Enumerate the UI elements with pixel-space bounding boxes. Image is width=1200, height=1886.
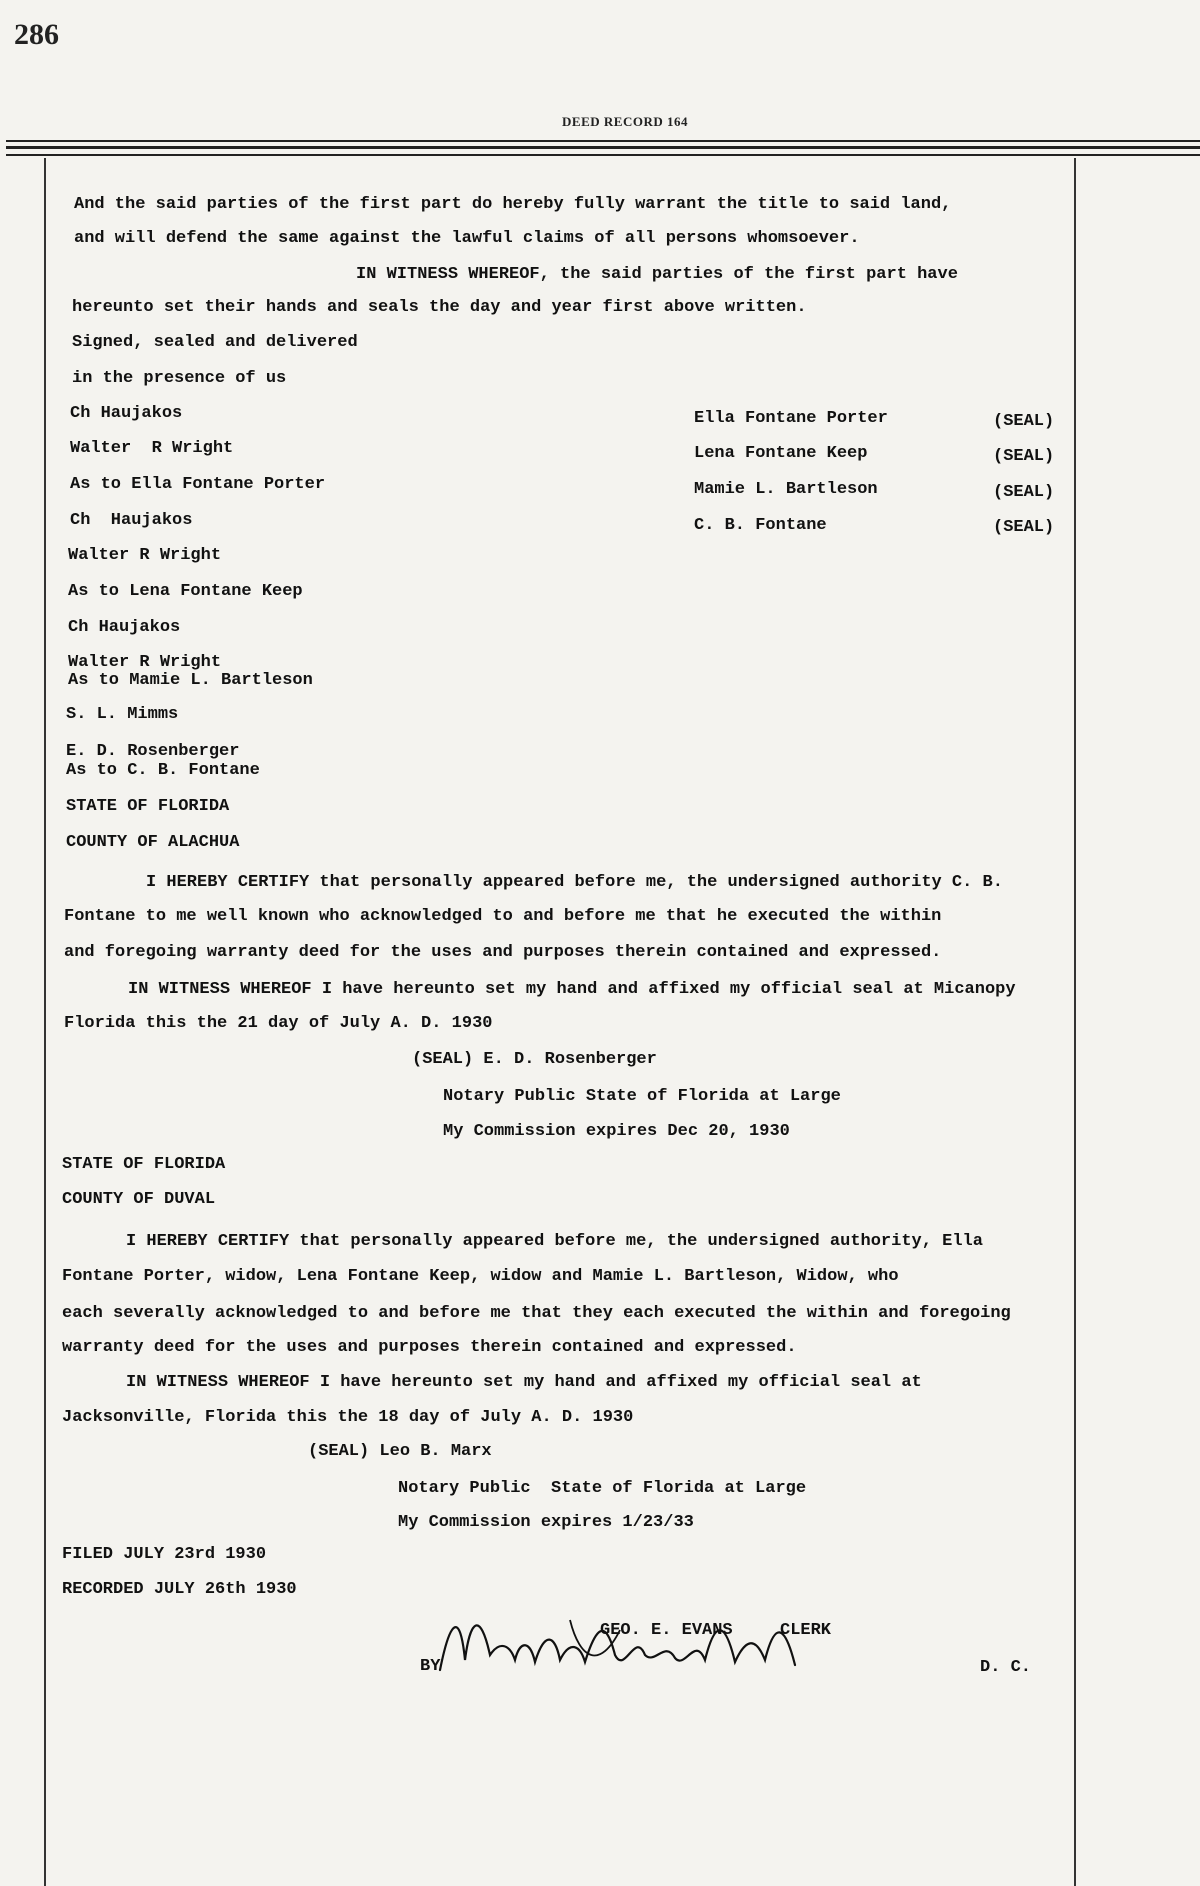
by-label: BY — [420, 1657, 441, 1676]
seal-label: (SEAL) — [993, 412, 1055, 431]
witness-line-1: IN WITNESS WHEREOF, the said parties of the first part have — [356, 265, 958, 284]
header-rule-bottom — [6, 154, 1200, 156]
signatory-name: C. B. Fontane — [694, 516, 827, 535]
page-number: 286 — [14, 18, 59, 51]
notary-seal-name: (SEAL) E. D. Rosenberger — [412, 1050, 657, 1069]
certify-line-4: warranty deed for the uses and purposes therein contained and expressed. — [62, 1338, 797, 1357]
right-margin-line — [1074, 158, 1076, 1886]
certify-line-3: and foregoing warranty deed for the uses and purposes therein contained and expressed. — [64, 943, 942, 962]
notary-seal-name: (SEAL) Leo B. Marx — [308, 1442, 492, 1461]
witness-seal-line-2: Jacksonville, Florida this the 18 day of July A. D. 1930 — [62, 1408, 634, 1427]
notary-title: Notary Public State of Florida at Large — [443, 1087, 841, 1106]
signed-sealed-line: Signed, sealed and delivered — [72, 333, 358, 352]
state-heading: STATE OF FLORIDA — [66, 797, 230, 816]
notary-commission: My Commission expires Dec 20, 1930 — [443, 1122, 790, 1141]
certify-line-2: Fontane Porter, widow, Lena Fontane Keep, widow and Mamie L. Bartleson, Widow, who — [62, 1267, 899, 1286]
presence-line: in the presence of us — [72, 369, 287, 388]
witness-as-to: As to Mamie L. Bartleson — [68, 671, 313, 690]
witness-as-to: As to C. B. Fontane — [66, 761, 260, 780]
left-margin-line — [44, 158, 46, 1886]
signatory-name: Mamie L. Bartleson — [694, 480, 878, 499]
certify-line-1: I HEREBY CERTIFY that personally appeared before me, the undersigned authority C. B. — [146, 873, 1003, 892]
witness-name: E. D. Rosenberger — [66, 742, 240, 761]
header-rule-top — [6, 140, 1200, 142]
witness-name: Walter R Wright — [70, 439, 234, 458]
seal-label: (SEAL) — [993, 518, 1055, 537]
witness-line-2: hereunto set their hands and seals the day and year first above written. — [72, 298, 807, 317]
signatory-name: Ella Fontane Porter — [694, 409, 888, 428]
state-heading: STATE OF FLORIDA — [62, 1155, 226, 1174]
notary-commission: My Commission expires 1/23/33 — [398, 1513, 694, 1532]
witness-name: Walter R Wright — [68, 653, 222, 672]
deputy-clerk-label: D. C. — [980, 1658, 1032, 1677]
recorded-date: RECORDED JULY 26th 1930 — [62, 1580, 297, 1599]
warranty-line-2: and will defend the same against the lawful claims of all persons whomsoever. — [74, 229, 860, 248]
deputy-clerk-signature — [420, 1600, 840, 1690]
signatory-name: Lena Fontane Keep — [694, 444, 868, 463]
witness-seal-line-2: Florida this the 21 day of July A. D. 1930 — [64, 1014, 493, 1033]
certify-line-3: each severally acknowledged to and before me that they each executed the within and foregoing — [62, 1304, 1011, 1323]
witness-as-to: As to Lena Fontane Keep — [68, 582, 303, 601]
witness-name: Ch Haujakos — [68, 618, 181, 637]
clerk-title: CLERK — [780, 1621, 832, 1640]
witness-seal-line-1: IN WITNESS WHEREOF I have hereunto set my hand and affixed my official seal at — [126, 1373, 922, 1392]
filed-date: FILED JULY 23rd 1930 — [62, 1545, 267, 1564]
seal-label: (SEAL) — [993, 447, 1055, 466]
certify-line-2: Fontane to me well known who acknowledged to and before me that he executed the within — [64, 907, 942, 926]
clerk-name: GEO. E. EVANS — [600, 1621, 733, 1640]
county-heading: COUNTY OF DUVAL — [62, 1190, 216, 1209]
witness-name: Walter R Wright — [68, 546, 222, 565]
certify-line-1: I HEREBY CERTIFY that personally appeared before me, the undersigned authority, Ella — [126, 1232, 983, 1251]
record-title: DEED RECORD 164 — [562, 114, 688, 129]
witness-name: Ch Haujakos — [70, 511, 193, 530]
witness-seal-line-1: IN WITNESS WHEREOF I have hereunto set my hand and affixed my official seal at Micanopy — [128, 980, 1016, 999]
county-heading: COUNTY OF ALACHUA — [66, 833, 240, 852]
witness-name: S. L. Mimms — [66, 705, 179, 724]
witness-name: Ch Haujakos — [70, 404, 183, 423]
witness-as-to: As to Ella Fontane Porter — [70, 475, 326, 494]
warranty-line-1: And the said parties of the first part do hereby fully warrant the title to said land, — [74, 195, 952, 214]
header-rule-middle — [6, 146, 1200, 149]
notary-title: Notary Public State of Florida at Large — [398, 1479, 807, 1498]
seal-label: (SEAL) — [993, 483, 1055, 502]
